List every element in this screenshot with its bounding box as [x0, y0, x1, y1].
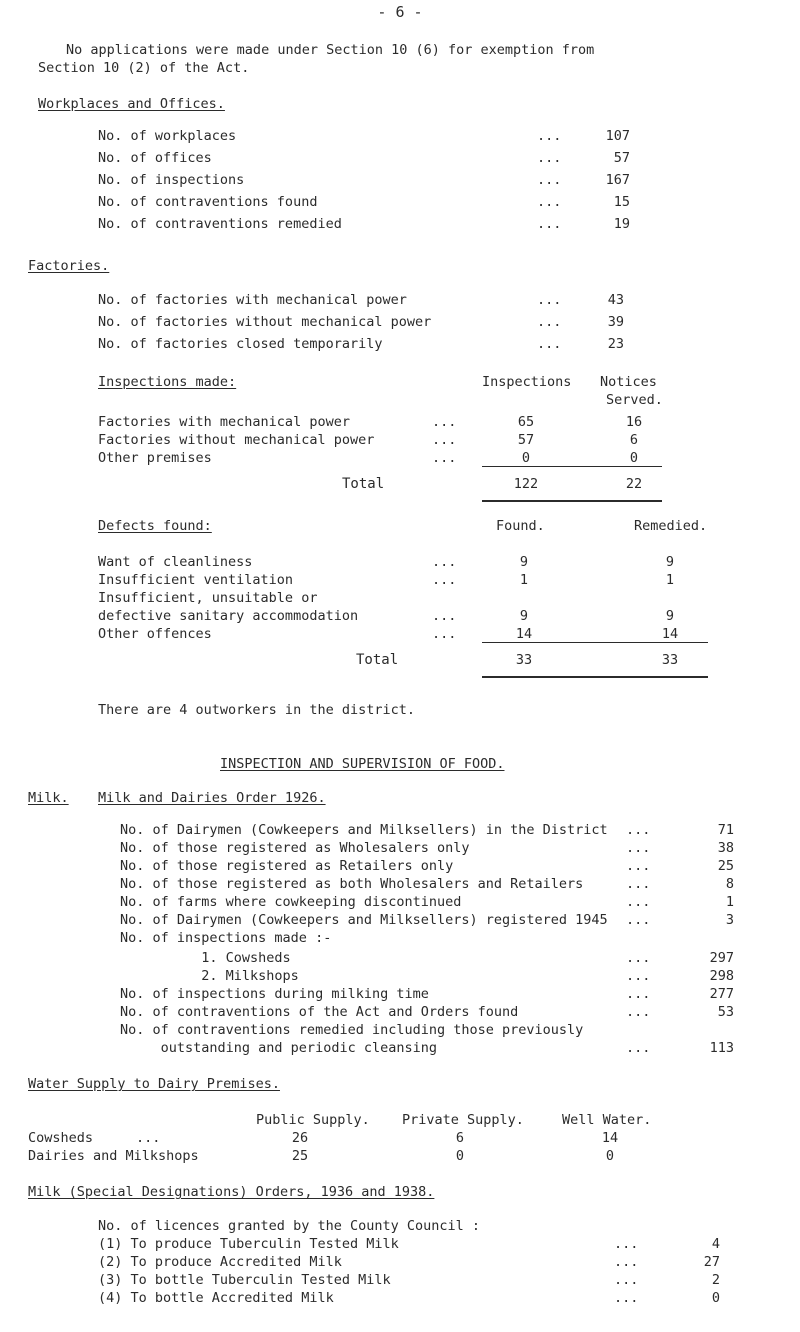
water-public-cell: 25	[291, 1148, 309, 1164]
water-private-cell: 0	[455, 1148, 465, 1164]
outworkers-note: There are 4 outworkers in the district.	[98, 702, 415, 718]
inspections-row-label: Factories with mechanical power	[98, 414, 350, 430]
water-row-label: Cowsheds	[28, 1130, 94, 1146]
total-rule	[482, 676, 708, 678]
total-notices: 22	[625, 476, 643, 492]
found-cell: 1	[519, 572, 529, 588]
milk-row-label: No. of those registered as Wholesalers only	[120, 840, 470, 856]
leader-dots: ...	[614, 1236, 639, 1252]
total-label: Total	[356, 652, 399, 668]
remedied-cell: 1	[665, 572, 675, 588]
leader-dots: ...	[626, 876, 651, 892]
inspections-cell: 65	[517, 414, 535, 430]
workplaces-row-label: No. of contraventions found	[98, 194, 318, 210]
factories-row-label: No. of factories without mechanical power	[98, 314, 432, 330]
factories-row-label: No. of factories with mechanical power	[98, 292, 407, 308]
defects-row-label: defective sanitary accommodation	[98, 608, 359, 624]
workplaces-row-label: No. of workplaces	[98, 128, 237, 144]
designations-row-label: (1) To produce Tuberculin Tested Milk	[98, 1236, 399, 1252]
leader-dots: ...	[626, 822, 651, 838]
col-header-well: Well Water.	[562, 1112, 652, 1128]
defects-row-label: Insufficient ventilation	[98, 572, 294, 588]
leader-dots: ...	[432, 572, 457, 588]
milk-row-value: 298	[709, 968, 734, 984]
milk-label: Milk.	[28, 790, 69, 806]
inspections-cell: 57	[517, 432, 535, 448]
col-header-notices: Notices	[600, 374, 657, 390]
leader-dots: ...	[537, 336, 562, 352]
leader-dots: ...	[626, 986, 651, 1002]
workplaces-row-value: 167	[605, 172, 630, 188]
milk-row-value: 277	[709, 986, 734, 1002]
notices-cell: 16	[625, 414, 643, 430]
leader-dots: ...	[626, 894, 651, 910]
milk-row-value: 71	[717, 822, 734, 838]
col-header-public: Public Supply.	[256, 1112, 370, 1128]
factories-row-value: 23	[607, 336, 624, 352]
defects-row-label: Other offences	[98, 626, 212, 642]
water-heading: Water Supply to Dairy Premises.	[28, 1076, 280, 1092]
inspections-heading: Inspections made:	[98, 374, 237, 390]
leader-dots: ...	[537, 172, 562, 188]
total-rule	[482, 500, 662, 502]
leader-dots: ...	[136, 1130, 161, 1146]
water-well-cell: 14	[601, 1130, 619, 1146]
designations-row-value: 0	[711, 1290, 720, 1306]
notices-cell: 0	[629, 450, 639, 466]
factories-row-value: 43	[607, 292, 624, 308]
col-header-served: Served.	[606, 392, 663, 408]
subtotal-rule	[482, 642, 708, 643]
intro-line-1: No applications were made under Section 10 (6) for exemption from	[66, 42, 595, 58]
milk-row-value: 53	[717, 1004, 734, 1020]
defects-heading: Defects found:	[98, 518, 212, 534]
leader-dots: ...	[626, 1004, 651, 1020]
total-remedied: 33	[661, 652, 679, 668]
intro-line-2: Section 10 (2) of the Act.	[38, 60, 250, 76]
found-cell: 14	[515, 626, 533, 642]
milk-order-heading: Milk and Dairies Order 1926.	[98, 790, 326, 806]
designations-intro: No. of licences granted by the County Council :	[98, 1218, 481, 1234]
leader-dots: ...	[432, 450, 457, 466]
remedied-cell: 9	[665, 608, 675, 624]
page-number: - 6 -	[377, 3, 423, 21]
leader-dots: ...	[614, 1254, 639, 1270]
designations-row-label: (4) To bottle Accredited Milk	[98, 1290, 334, 1306]
found-cell: 9	[519, 608, 529, 624]
water-well-cell: 0	[605, 1148, 615, 1164]
milk-row-label: outstanding and periodic cleansing	[120, 1040, 437, 1056]
factories-row-value: 39	[607, 314, 624, 330]
milk-row-value: 25	[717, 858, 734, 874]
leader-dots: ...	[432, 608, 457, 624]
water-row-label: Dairies and Milkshops	[28, 1148, 199, 1164]
factories-heading: Factories.	[28, 258, 110, 274]
subtotal-rule	[482, 466, 662, 467]
workplaces-row-label: No. of offices	[98, 150, 212, 166]
leader-dots: ...	[614, 1290, 639, 1306]
milk-row-label: 2. Milkshops	[120, 968, 299, 984]
milk-row-label: No. of inspections made :-	[120, 930, 332, 946]
milk-row-value: 113	[709, 1040, 734, 1056]
leader-dots: ...	[626, 858, 651, 874]
leader-dots: ...	[537, 314, 562, 330]
remedied-cell: 14	[661, 626, 679, 642]
leader-dots: ...	[432, 432, 457, 448]
milk-row-label: No. of contraventions remedied including those previously	[120, 1022, 584, 1038]
water-private-cell: 6	[455, 1130, 465, 1146]
workplaces-row-value: 15	[613, 194, 630, 210]
col-header-inspections: Inspections	[482, 374, 572, 390]
leader-dots: ...	[537, 128, 562, 144]
leader-dots: ...	[432, 626, 457, 642]
milk-row-value: 297	[709, 950, 734, 966]
water-public-cell: 26	[291, 1130, 309, 1146]
leader-dots: ...	[614, 1272, 639, 1288]
leader-dots: ...	[537, 194, 562, 210]
leader-dots: ...	[537, 292, 562, 308]
leader-dots: ...	[537, 150, 562, 166]
defects-row-label: Want of cleanliness	[98, 554, 253, 570]
milk-row-label: 1. Cowsheds	[120, 950, 291, 966]
inspections-cell: 0	[521, 450, 531, 466]
workplaces-row-value: 107	[605, 128, 630, 144]
leader-dots: ...	[432, 414, 457, 430]
col-header-private: Private Supply.	[402, 1112, 524, 1128]
leader-dots: ...	[626, 950, 651, 966]
food-heading: INSPECTION AND SUPERVISION OF FOOD.	[220, 756, 505, 772]
leader-dots: ...	[432, 554, 457, 570]
workplaces-row-value: 57	[613, 150, 630, 166]
total-inspections: 122	[513, 476, 539, 492]
milk-row-label: No. of those registered as both Wholesalers and Retailers	[120, 876, 584, 892]
workplaces-row-value: 19	[613, 216, 630, 232]
milk-row-label: No. of Dairymen (Cowkeepers and Milksellers) in the District	[120, 822, 608, 838]
milk-row-value: 3	[725, 912, 734, 928]
milk-row-label: No. of inspections during milking time	[120, 986, 429, 1002]
milk-row-label: No. of those registered as Retailers only	[120, 858, 454, 874]
workplaces-row-label: No. of contraventions remedied	[98, 216, 342, 232]
milk-row-label: No. of contraventions of the Act and Orders found	[120, 1004, 519, 1020]
workplaces-heading: Workplaces and Offices.	[38, 96, 225, 112]
milk-row-value: 38	[717, 840, 734, 856]
total-label: Total	[342, 476, 385, 492]
designations-heading: Milk (Special Designations) Orders, 1936 and 1938.	[28, 1184, 435, 1200]
leader-dots: ...	[537, 216, 562, 232]
designations-row-label: (2) To produce Accredited Milk	[98, 1254, 342, 1270]
found-cell: 9	[519, 554, 529, 570]
inspections-row-label: Other premises	[98, 450, 212, 466]
workplaces-row-label: No. of inspections	[98, 172, 245, 188]
designations-row-value: 4	[711, 1236, 720, 1252]
leader-dots: ...	[626, 968, 651, 984]
designations-row-label: (3) To bottle Tuberculin Tested Milk	[98, 1272, 391, 1288]
milk-row-value: 1	[725, 894, 734, 910]
milk-row-label: No. of Dairymen (Cowkeepers and Milksellers) registered 1945	[120, 912, 608, 928]
leader-dots: ...	[626, 1040, 651, 1056]
col-header-found: Found.	[496, 518, 545, 534]
col-header-remedied: Remedied.	[634, 518, 708, 534]
defects-row-label: Insufficient, unsuitable or	[98, 590, 318, 606]
designations-row-value: 2	[711, 1272, 720, 1288]
factories-row-label: No. of factories closed temporarily	[98, 336, 383, 352]
leader-dots: ...	[626, 912, 651, 928]
total-found: 33	[515, 652, 533, 668]
milk-row-value: 8	[725, 876, 734, 892]
notices-cell: 6	[629, 432, 639, 448]
milk-row-label: No. of farms where cowkeeping discontinued	[120, 894, 462, 910]
remedied-cell: 9	[665, 554, 675, 570]
leader-dots: ...	[626, 840, 651, 856]
designations-row-value: 27	[703, 1254, 720, 1270]
inspections-row-label: Factories without mechanical power	[98, 432, 375, 448]
